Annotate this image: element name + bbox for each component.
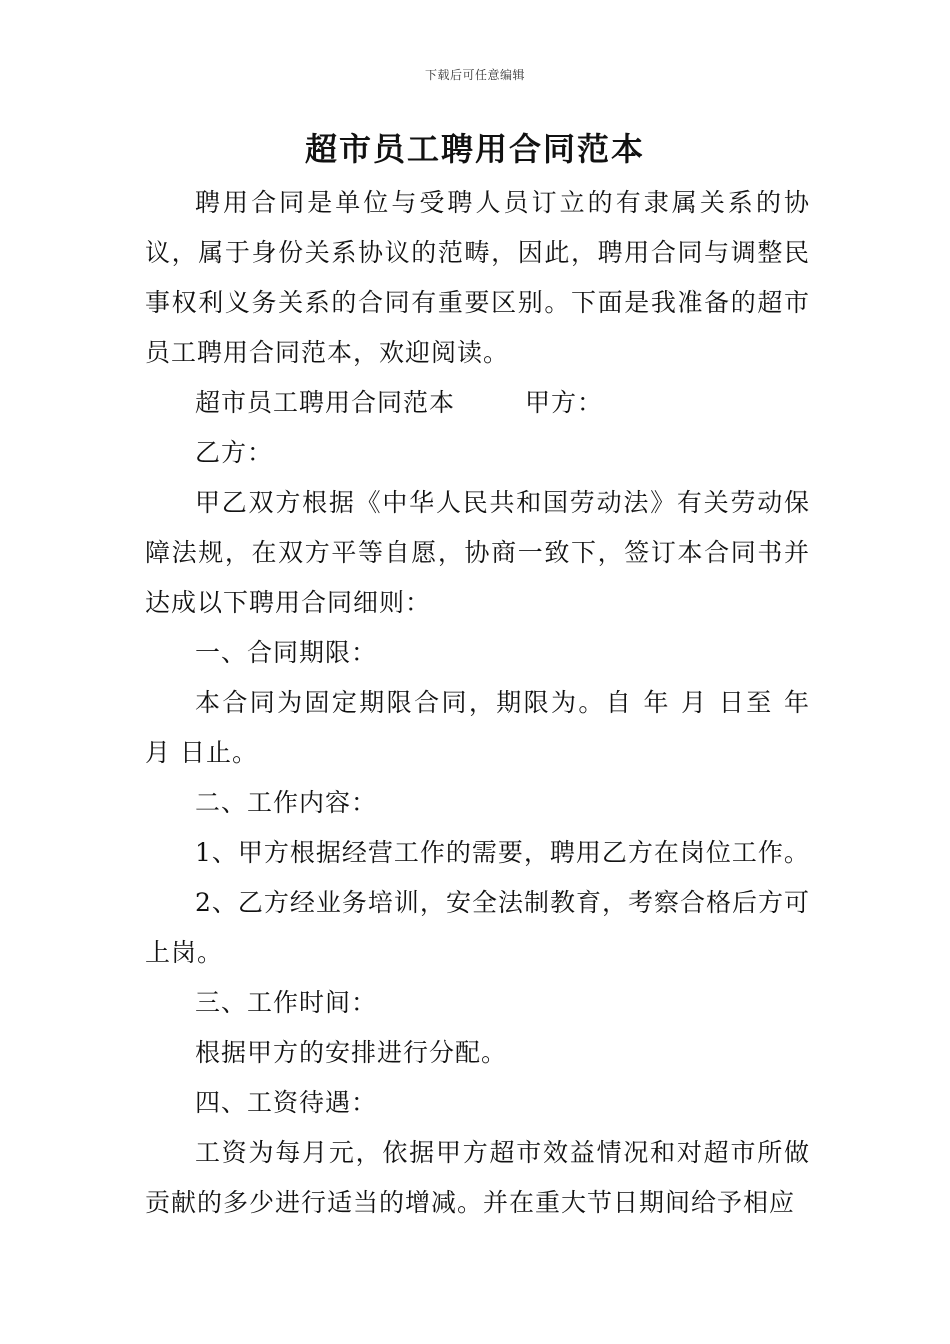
section-paragraph: 根据甲方的安排进行分配。 xyxy=(195,1038,508,1067)
section-paragraph: 2、乙方经业务培训，安全法制教育，考察合格后方可上岗。 xyxy=(145,888,810,967)
document-body xyxy=(145,178,810,1228)
section-heading: 一、合同期限： xyxy=(195,638,378,667)
contract-heading: 超市员工聘用合同范本 xyxy=(195,388,456,417)
document-title: 超市员工聘用合同范本 xyxy=(304,130,645,168)
section-paragraph: 本合同为固定期限合同，期限为。自 年 月 日至 年 月 日止。 xyxy=(145,688,810,767)
section-paragraph: 工资为每月元，依据甲方超市效益情况和对超市所做贡献的多少进行适当的增减。并在重大节日期间给予相应 xyxy=(145,1138,810,1217)
party-a-label: 甲方： xyxy=(525,388,604,417)
intro-paragraph: 聘用合同是单位与受聘人员订立的有隶属关系的协议，属于身份关系协议的范畴，因此，聘用合同与调整民事权利义务关系的合同有重要区别。下面是我准备的超市员工聘用合同范本，欢迎阅读。 xyxy=(145,188,810,367)
section-heading: 三、工作时间： xyxy=(195,988,378,1017)
contract-heading-line xyxy=(145,378,810,428)
section-paragraph: 1、甲方根据经营工作的需要，聘用乙方在岗位工作。 xyxy=(195,838,810,867)
header-note: 下载后可任意编辑 xyxy=(424,68,525,82)
section-heading: 四、工资待遇： xyxy=(195,1088,378,1117)
party-b-label: 乙方： xyxy=(195,438,274,467)
section-heading: 二、工作内容： xyxy=(195,788,378,817)
preamble-paragraph: 甲乙双方根据《中华人民共和国劳动法》有关劳动保障法规，在双方平等自愿，协商一致下，签订本合同书并达成以下聘用合同细则： xyxy=(145,488,810,617)
